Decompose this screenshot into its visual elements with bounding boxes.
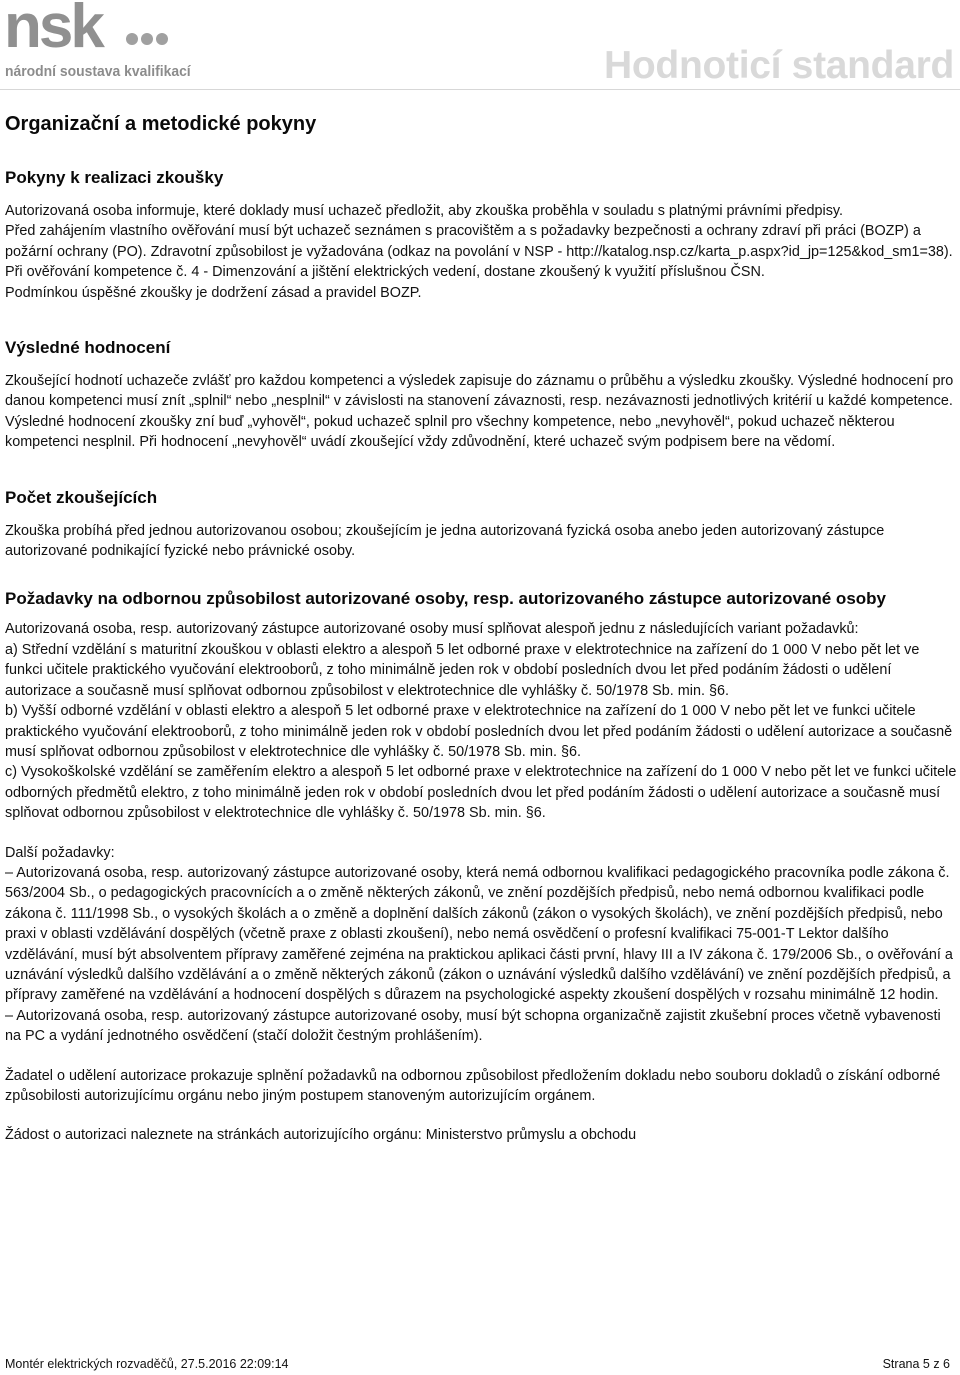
paragraph: Podmínkou úspěšné zkoušky je dodržení zásad a pravidel BOZP.: [5, 284, 422, 301]
list-item: – Autorizovaná osoba, resp. autorizovaný zástupce autorizované osoby, která nemá odbornou kvalifikaci pedagogického pracovníka podle zákona č. 563/2004 Sb., o pedagogických pracovnících a o změně některých zákonů, ve znění pozdějších předpisů, nebo nemá odbornou kvalifikaci podle zákona č. 111/1998 Sb., o vysokých školách a o změně a doplnění dalších zákonů (zákon o vysokých školách), ve znění pozdějších předpisů, nebo praxi v oblasti vzdělávání dospělých (včetně praxe z oblasti zkoušení), nebo nemá osvědčení o profesní kvalifikaci 75-001-T Lektor dalšího vzdělávání, musí být absolventem přípravy zaměřené zejména na praktickou aplikaci části první, hlavy III a IV zákona č. 179/2006 Sb., o ověřování a uznávání výsledků dalšího vzdělávání a o změně některých zákonů (zákon o uznávání výsledků dalšího vzdělávání) ve znění pozdějších předpisů, a přípravy zaměřené na vzdělávání a hodnocení dospělých s důrazem na psychologické aspekty zkoušení dospělých v rozsahu minimálně 12 hodin.: [5, 864, 953, 1004]
footer-page-number: Strana 5 z 6: [882, 1357, 950, 1371]
section-title-hodnoceni: Výsledné hodnocení: [5, 338, 171, 358]
further-requirements-title: Další požadavky:: [5, 844, 115, 861]
paragraph: Před zahájením vlastního ověřování musí být uchazeč seznámen s pracovištěm a s požadavky bezpečnosti a ochrany zdraví při práci (BOZP) a požární ochrany (PO). Zdravotní způsobilost je vyžadována (odkaz na povolání v NSP - http://katalog.nsp.cz/karta_p.aspx?id_jp=125&kod_sm1=38).: [5, 223, 953, 260]
paragraph: a) Střední vzdělání s maturitní zkouškou v oblasti elektro a alespoň 5 let odborné praxe v elektrotechnice na zařízení do 1 000 V nebo pět let ve funkci učitele praktického vyučování elektrooborů, z toho minimálně jeden rok v období posledních dvou let před podáním žádosti o udělení autorizace a současně musí splňovat odbornou způsobilost v elektrotechnice dle vyhlášky č. 50/1978 Sb. min. §6.: [5, 641, 920, 699]
paragraph: Při ověřování kompetence č. 4 - Dimenzování a jištění elektrických vedení, dostane zkoušený k využití příslušnou ČSN.: [5, 264, 765, 281]
section-title-pozadavky: Požadavky na odbornou způsobilost autorizované osoby, resp. autorizovaného zástupce autorizované osoby: [5, 589, 886, 609]
header-divider: [0, 89, 960, 90]
paragraph: Zkoušející hodnotí uchazeče zvlášť pro každou kompetenci a výsledek zapisuje do záznamu o průběhu a výsledku zkoušky. Výsledné hodnocení pro danou kompetenci musí znít „splnil“ nebo „nesplnil“ v závislosti na stanovení závaznosti, resp. nezávaznosti jednotlivých kritérií u každé kompetence. Výsledné hodnocení zkoušky zní buď „vyhověl“, pokud uchazeč splnil pro všechny kompetence, nebo „nevyhověl“, pokud uchazeč některou kompetenci nesplnil. Při hodnocení „nevyhověl“ uvádí zkoušející vždy zdůvodnění, které uchazeč svým podpisem bere na vědomí.: [5, 373, 954, 451]
paragraph: Žadatel o udělení autorizace prokazuje splnění požadavků na odbornou způsobilost předložením dokladu nebo souboru dokladů o získání odborné způsobilosti autorizujícímu orgánu nebo jiným postupem stanoveným autorizujícím orgánem.: [5, 1067, 941, 1104]
paragraph: Autorizovaná osoba informuje, které doklady musí uchazeč předložit, aby zkouška proběhla v souladu s platnými právními předpisy.: [5, 203, 844, 219]
section-title-pocet: Počet zkoušejících: [5, 487, 158, 507]
list-item: – Autorizovaná osoba, resp. autorizovaný zástupce autorizované osoby, musí být schopna organizačně zajistit zkušební proces včetně vybavenosti na PC a vydání jednotného osvědčení (stačí doložit čestným prohlášením).: [5, 1007, 941, 1045]
paragraph: Zkouška probíhá před jednou autorizovanou osobou; zkoušejícím je jedna autorizovaná fyzická osoba anebo jeden autorizovaný zástupce autorizované podnikající fyzické nebo právnické osoby.: [5, 522, 885, 560]
paragraph: b) Vyšší odborné vzdělání v oblasti elektro a alespoň 5 let odborné praxe v elektrotechnice na zařízení do 1 000 V nebo pět let ve funkci učitele praktického vyučování elektrooborů, z toho minimálně jeden rok v období posledních dvou let před podáním žádosti o udělení autorizace a současně musí splňovat odbornou způsobilost v elektrotechnice dle vyhlášky č. 50/1978 Sb. min. §6.: [5, 703, 953, 760]
document-title: Hodnoticí standard: [604, 44, 954, 87]
footer-document-info: Montér elektrických rozvaděčů, 27.5.2016 22:09:14: [5, 1357, 289, 1371]
logo-subtitle: národní soustava kvalifikací: [5, 64, 191, 80]
page-heading: Organizační a metodické pokyny: [5, 113, 317, 135]
paragraph: Autorizovaná osoba, resp. autorizovaný zástupce autorizované osoby musí splňovat alespoň jednu z následujících variant požadavků:: [5, 621, 859, 638]
page-content: [5, 112, 957, 1146]
logo-wordmark: nsk: [4, 0, 102, 61]
logo-dots: [126, 32, 171, 50]
nsk-logo: [2, 0, 222, 86]
page-header: [0, 0, 960, 92]
paragraph: Žádost o autorizaci naleznete na stránkách autorizujícího orgánu: Ministerstvo průmyslu a obchodu: [5, 1127, 637, 1144]
section-title-pokyny: Pokyny k realizaci zkoušky: [5, 168, 224, 187]
paragraph: c) Vysokoškolské vzdělání se zaměřením elektro a alespoň 5 let odborné praxe v elektrotechnice na zařízení do 1 000 V nebo pět let ve funkci učitele odborných předmětů elektro, z toho minimálně jeden rok v období posledních dvou let před podáním žádosti o udělení autorizace a současně musí splňovat odbornou způsobilost v elektrotechnice dle vyhlášky č. 50/1978 Sb. min. §6.: [5, 764, 957, 822]
